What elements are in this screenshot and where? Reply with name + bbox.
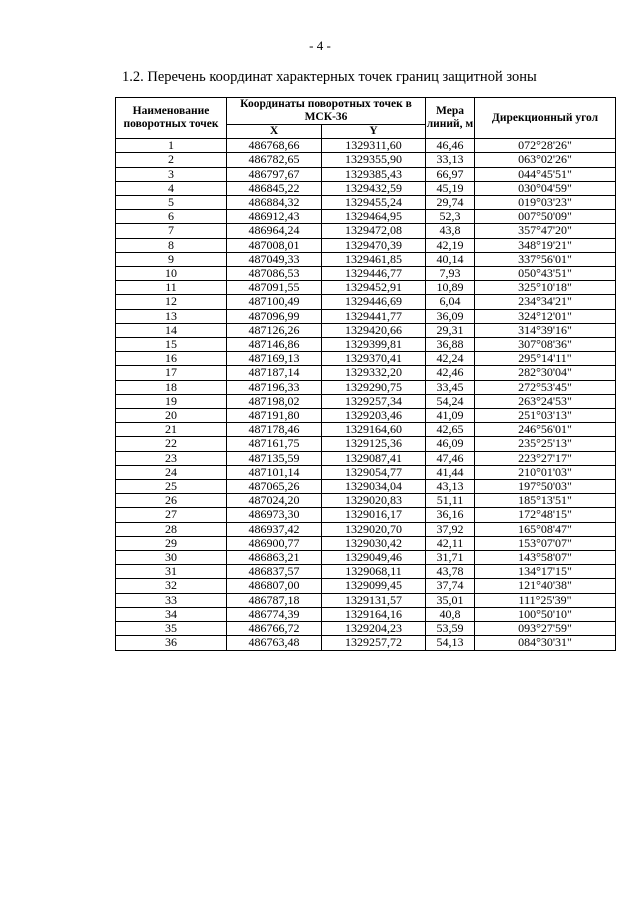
point-number-cell: 12 [116,295,227,309]
y-coordinate-cell: 1329203,46 [322,409,426,423]
point-number-cell: 36 [116,636,227,650]
line-measure-cell: 29,31 [426,323,475,337]
line-measure-cell: 43,13 [426,480,475,494]
table-row [116,536,616,550]
point-number-cell: 7 [116,224,227,238]
x-coordinate-cell: 486964,24 [227,224,322,238]
y-coordinate-cell: 1329068,11 [322,565,426,579]
coordinates-table [115,97,616,651]
direction-angle-cell: 093°27'59" [475,622,616,636]
x-coordinate-cell: 487178,46 [227,423,322,437]
document-title: 1.2. Перечень координат характерных точек границ защитной зоны [122,69,537,85]
x-coordinate-cell: 487187,14 [227,366,322,380]
direction-angle-cell: 324°12'01" [475,309,616,323]
point-number-cell: 5 [116,196,227,210]
line-measure-cell: 33,45 [426,380,475,394]
x-coordinate-cell: 487146,86 [227,338,322,352]
direction-angle-cell: 072°28'26" [475,139,616,153]
point-number-cell: 25 [116,480,227,494]
table-row [116,181,616,195]
table-row [116,451,616,465]
x-coordinate-cell: 486782,65 [227,153,322,167]
y-coordinate-cell: 1329049,46 [322,551,426,565]
line-measure-cell: 53,59 [426,622,475,636]
table-row [116,579,616,593]
y-coordinate-cell: 1329470,39 [322,238,426,252]
table-row [116,139,616,153]
direction-angle-cell: 295°14'11" [475,352,616,366]
table-row [116,607,616,621]
direction-angle-cell: 223°27'17" [475,451,616,465]
table-row [116,167,616,181]
direction-angle-cell: 121°40'38" [475,579,616,593]
point-number-cell: 16 [116,352,227,366]
header-direction-angle: Дирекционный угол [475,98,616,139]
direction-angle-cell: 007°50'09" [475,210,616,224]
point-number-cell: 11 [116,281,227,295]
line-measure-cell: 42,19 [426,238,475,252]
y-coordinate-cell: 1329472,08 [322,224,426,238]
y-coordinate-cell: 1329385,43 [322,167,426,181]
y-coordinate-cell: 1329464,95 [322,210,426,224]
x-coordinate-cell: 487161,75 [227,437,322,451]
y-coordinate-cell: 1329164,60 [322,423,426,437]
line-measure-cell: 29,74 [426,196,475,210]
table-row [116,281,616,295]
point-number-cell: 15 [116,338,227,352]
table-row [116,323,616,337]
x-coordinate-cell: 487024,20 [227,494,322,508]
line-measure-cell: 36,88 [426,338,475,352]
y-coordinate-cell: 1329420,66 [322,323,426,337]
x-coordinate-cell: 486774,39 [227,607,322,621]
line-measure-cell: 52,3 [426,210,475,224]
y-coordinate-cell: 1329446,77 [322,267,426,281]
x-coordinate-cell: 487191,80 [227,409,322,423]
point-number-cell: 17 [116,366,227,380]
y-coordinate-cell: 1329257,34 [322,394,426,408]
table-row [116,593,616,607]
page-number: - 4 - [309,38,331,53]
y-coordinate-cell: 1329441,77 [322,309,426,323]
x-coordinate-cell: 486912,43 [227,210,322,224]
table-row [116,465,616,479]
table-row [116,522,616,536]
x-coordinate-cell: 486837,57 [227,565,322,579]
line-measure-cell: 66,97 [426,167,475,181]
point-number-cell: 24 [116,465,227,479]
x-coordinate-cell: 487196,33 [227,380,322,394]
y-coordinate-cell: 1329311,60 [322,139,426,153]
x-coordinate-cell: 486768,66 [227,139,322,153]
direction-angle-cell: 246°56'01" [475,423,616,437]
point-number-cell: 35 [116,622,227,636]
table-row [116,636,616,650]
y-coordinate-cell: 1329399,81 [322,338,426,352]
point-number-cell: 19 [116,394,227,408]
line-measure-cell: 6,04 [426,295,475,309]
line-measure-cell: 33,13 [426,153,475,167]
direction-angle-cell: 111°25'39" [475,593,616,607]
table-row [116,480,616,494]
point-number-cell: 30 [116,551,227,565]
line-measure-cell: 47,46 [426,451,475,465]
table-row [116,394,616,408]
table-row [116,295,616,309]
x-coordinate-cell: 487126,26 [227,323,322,337]
table-row [116,196,616,210]
x-coordinate-cell: 486884,32 [227,196,322,210]
point-number-cell: 8 [116,238,227,252]
x-coordinate-cell: 487086,53 [227,267,322,281]
point-number-cell: 14 [116,323,227,337]
y-coordinate-cell: 1329020,83 [322,494,426,508]
direction-angle-cell: 030°04'59" [475,181,616,195]
y-coordinate-cell: 1329016,17 [322,508,426,522]
point-number-cell: 2 [116,153,227,167]
header-point-name: Наименование поворотных точек [116,98,227,139]
line-measure-cell: 31,71 [426,551,475,565]
point-number-cell: 3 [116,167,227,181]
y-coordinate-cell: 1329030,42 [322,536,426,550]
line-measure-cell: 46,09 [426,437,475,451]
direction-angle-cell: 282°30'04" [475,366,616,380]
direction-angle-cell: 153°07'07" [475,536,616,550]
point-number-cell: 32 [116,579,227,593]
x-coordinate-cell: 487049,33 [227,252,322,266]
table-row [116,423,616,437]
y-coordinate-cell: 1329087,41 [322,451,426,465]
direction-angle-cell: 143°58'07" [475,551,616,565]
x-coordinate-cell: 486797,67 [227,167,322,181]
table-row [116,238,616,252]
line-measure-cell: 54,13 [426,636,475,650]
table-row [116,622,616,636]
table-row [116,309,616,323]
line-measure-cell: 46,46 [426,139,475,153]
line-measure-cell: 45,19 [426,181,475,195]
direction-angle-cell: 100°50'10" [475,607,616,621]
table-row [116,437,616,451]
point-number-cell: 34 [116,607,227,621]
x-coordinate-cell: 486937,42 [227,522,322,536]
table-row [116,338,616,352]
point-number-cell: 21 [116,423,227,437]
point-number-cell: 13 [116,309,227,323]
point-number-cell: 26 [116,494,227,508]
x-coordinate-cell: 486787,18 [227,593,322,607]
line-measure-cell: 7,93 [426,267,475,281]
y-coordinate-cell: 1329290,75 [322,380,426,394]
direction-angle-cell: 307°08'36" [475,338,616,352]
y-coordinate-cell: 1329204,23 [322,622,426,636]
line-measure-cell: 51,11 [426,494,475,508]
table-row [116,366,616,380]
x-coordinate-cell: 486900,77 [227,536,322,550]
x-coordinate-cell: 487091,55 [227,281,322,295]
direction-angle-cell: 165°08'47" [475,522,616,536]
x-coordinate-cell: 486766,72 [227,622,322,636]
point-number-cell: 31 [116,565,227,579]
x-coordinate-cell: 487101,14 [227,465,322,479]
line-measure-cell: 10,89 [426,281,475,295]
y-coordinate-cell: 1329332,20 [322,366,426,380]
y-coordinate-cell: 1329164,16 [322,607,426,621]
point-number-cell: 9 [116,252,227,266]
x-coordinate-cell: 486863,21 [227,551,322,565]
y-coordinate-cell: 1329034,04 [322,480,426,494]
x-coordinate-cell: 487096,99 [227,309,322,323]
table-row [116,508,616,522]
table-row [116,380,616,394]
direction-angle-cell: 134°17'15" [475,565,616,579]
direction-angle-cell: 348°19'21" [475,238,616,252]
y-coordinate-cell: 1329370,41 [322,352,426,366]
y-coordinate-cell: 1329432,59 [322,181,426,195]
y-coordinate-cell: 1329455,24 [322,196,426,210]
header-coordinates: Координаты поворотных точек в МСК-36 [227,98,426,125]
direction-angle-cell: 084°30'31" [475,636,616,650]
line-measure-cell: 42,24 [426,352,475,366]
point-number-cell: 29 [116,536,227,550]
y-coordinate-cell: 1329054,77 [322,465,426,479]
line-measure-cell: 40,14 [426,252,475,266]
table-row [116,210,616,224]
x-coordinate-cell: 486845,22 [227,181,322,195]
x-coordinate-cell: 486763,48 [227,636,322,650]
point-number-cell: 27 [116,508,227,522]
x-coordinate-cell: 486973,30 [227,508,322,522]
line-measure-cell: 40,8 [426,607,475,621]
table-row [116,153,616,167]
table-row [116,352,616,366]
x-coordinate-cell: 487100,49 [227,295,322,309]
point-number-cell: 22 [116,437,227,451]
direction-angle-cell: 050°43'51" [475,267,616,281]
line-measure-cell: 42,65 [426,423,475,437]
x-coordinate-cell: 486807,00 [227,579,322,593]
line-measure-cell: 42,11 [426,536,475,550]
x-coordinate-cell: 487008,01 [227,238,322,252]
direction-angle-cell: 235°25'13" [475,437,616,451]
table-body [116,139,616,650]
direction-angle-cell: 314°39'16" [475,323,616,337]
table-row [116,494,616,508]
line-measure-cell: 37,74 [426,579,475,593]
point-number-cell: 28 [116,522,227,536]
x-coordinate-cell: 487065,26 [227,480,322,494]
header-x: X [227,125,322,139]
direction-angle-cell: 357°47'20" [475,224,616,238]
header-line-measure: Мера линий, м [426,98,475,139]
line-measure-cell: 54,24 [426,394,475,408]
y-coordinate-cell: 1329461,85 [322,252,426,266]
point-number-cell: 4 [116,181,227,195]
direction-angle-cell: 234°34'21" [475,295,616,309]
line-measure-cell: 41,09 [426,409,475,423]
point-number-cell: 33 [116,593,227,607]
direction-angle-cell: 210°01'03" [475,465,616,479]
direction-angle-cell: 325°10'18" [475,281,616,295]
direction-angle-cell: 172°48'15" [475,508,616,522]
direction-angle-cell: 185°13'51" [475,494,616,508]
direction-angle-cell: 044°45'51" [475,167,616,181]
line-measure-cell: 42,46 [426,366,475,380]
y-coordinate-cell: 1329446,69 [322,295,426,309]
direction-angle-cell: 063°02'26" [475,153,616,167]
line-measure-cell: 36,16 [426,508,475,522]
direction-angle-cell: 019°03'23" [475,196,616,210]
direction-angle-cell: 251°03'13" [475,409,616,423]
line-measure-cell: 35,01 [426,593,475,607]
table-row [116,224,616,238]
point-number-cell: 10 [116,267,227,281]
direction-angle-cell: 197°50'03" [475,480,616,494]
table-row [116,551,616,565]
table-row [116,565,616,579]
y-coordinate-cell: 1329355,90 [322,153,426,167]
y-coordinate-cell: 1329131,57 [322,593,426,607]
y-coordinate-cell: 1329257,72 [322,636,426,650]
y-coordinate-cell: 1329099,45 [322,579,426,593]
table-row [116,252,616,266]
point-number-cell: 23 [116,451,227,465]
direction-angle-cell: 272°53'45" [475,380,616,394]
table-row [116,267,616,281]
point-number-cell: 1 [116,139,227,153]
direction-angle-cell: 337°56'01" [475,252,616,266]
x-coordinate-cell: 487135,59 [227,451,322,465]
y-coordinate-cell: 1329020,70 [322,522,426,536]
point-number-cell: 6 [116,210,227,224]
direction-angle-cell: 263°24'53" [475,394,616,408]
point-number-cell: 18 [116,380,227,394]
line-measure-cell: 41,44 [426,465,475,479]
line-measure-cell: 37,92 [426,522,475,536]
y-coordinate-cell: 1329125,36 [322,437,426,451]
y-coordinate-cell: 1329452,91 [322,281,426,295]
x-coordinate-cell: 487198,02 [227,394,322,408]
x-coordinate-cell: 487169,13 [227,352,322,366]
header-y: Y [322,125,426,139]
table-row [116,409,616,423]
line-measure-cell: 43,8 [426,224,475,238]
line-measure-cell: 36,09 [426,309,475,323]
point-number-cell: 20 [116,409,227,423]
line-measure-cell: 43,78 [426,565,475,579]
